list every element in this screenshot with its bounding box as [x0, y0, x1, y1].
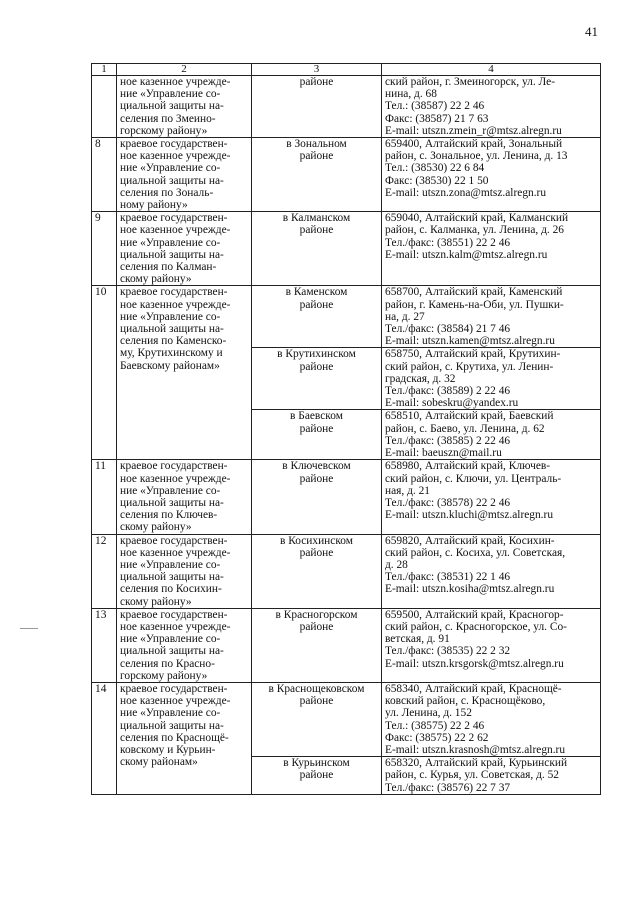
header-col-4: 4 — [382, 64, 601, 76]
margin-mark — [20, 628, 38, 629]
district-name: в Красногорском районе — [252, 608, 382, 682]
district-name: в Калманском районе — [252, 212, 382, 286]
district-name: в Зональном районе — [252, 138, 382, 212]
table-row — [92, 212, 601, 286]
district-name: в Косихинском районе — [252, 534, 382, 608]
row-number: 12 — [92, 534, 117, 608]
district-name: в Курьинском районе — [252, 757, 382, 795]
contact-details: 658510, Алтайский край, Баевский район, с. Баево, ул. Ленина, д. 62 Тел./факс: (38585) 2 22 46 E-mail: baeuszn@mail.ru — [382, 410, 601, 460]
contact-details: 659820, Алтайский край, Косихин- ский район, с. Косиха, ул. Советская, д. 28 Тел./факс: (38531) 22 1 46 E-mail: utszn.kosiha@mtsz.alregn.ru — [382, 534, 601, 608]
page-number: 41 — [585, 24, 598, 39]
contact-details: ский район, г. Змеиногорск, ул. Ле- нина, д. 68 Тел.: (38587) 22 2 46 Факс: (38587) 21 7 63 E-mail: utszn.zmein_r@mtsz.alregn.ru — [382, 76, 601, 138]
district-name: в Крутихинском районе — [252, 348, 382, 410]
header-col-2: 2 — [117, 64, 252, 76]
contact-details: 658700, Алтайский край, Каменский район, г. Камень-на-Оби, ул. Пушки- на, д. 27 Тел./факс: (38584) 21 7 46 E-mail: utszn.kamen@mtsz.alregn.ru — [382, 286, 601, 348]
table-row — [92, 534, 601, 608]
table-row — [92, 608, 601, 682]
contact-details: 658320, Алтайский край, Курьинский район, с. Курья, ул. Советская, д. 52 Тел./факс: (38576) 22 7 37 — [382, 757, 601, 795]
district-name: в Баевском районе — [252, 410, 382, 460]
row-number: 8 — [92, 138, 117, 212]
contact-details: 658750, Алтайский край, Крутихин- ский район, с. Крутиха, ул. Ленин- градская, д. 32 Тел./факс: (38589) 2 22 46 E-mail: sobeskru@yandex.ru — [382, 348, 601, 410]
contact-details: 658980, Алтайский край, Ключев- ский район, с. Ключи, ул. Централь- ная, д. 21 Тел./факс: (38578) 22 2 46 E-mail: utszn.kluchi@mtsz.alregn.ru — [382, 460, 601, 534]
header-col-1: 1 — [92, 64, 117, 76]
row-number — [92, 76, 117, 138]
row-number: 13 — [92, 608, 117, 682]
table-row — [92, 682, 601, 756]
services-table — [91, 63, 601, 795]
organization-name: краевое государствен- ное казенное учрежде- ние «Управление со- циальной защиты на- селения по Красно- горскому району» — [117, 608, 252, 682]
header-col-3: 3 — [252, 64, 382, 76]
row-number: 9 — [92, 212, 117, 286]
organization-name: краевое государствен- ное казенное учрежде- ние «Управление со- циальной защиты на- селения по Косихин- скому району» — [117, 534, 252, 608]
row-number: 14 — [92, 682, 117, 794]
row-number: 10 — [92, 286, 117, 460]
contact-details: 659500, Алтайский край, Красногор- ский район, с. Красногорское, ул. Со- ветская, д. 91 Тел./факс: (38535) 22 2 32 E-mail: utszn.krsgorsk@mtsz.alregn.ru — [382, 608, 601, 682]
organization-name: краевое государствен- ное казенное учрежде- ние «Управление со- циальной защиты на- селения по Каменско- му, Крутихинскому и Баевскому районам» — [117, 286, 252, 460]
organization-name: краевое государствен- ное казенное учрежде- ние «Управление со- циальной защиты на- селения по Калман- скому району» — [117, 212, 252, 286]
district-name: в Каменском районе — [252, 286, 382, 348]
row-number: 11 — [92, 460, 117, 534]
organization-name: краевое государствен- ное казенное учрежде- ние «Управление со- циальной защиты на- селения по Краснощё- ковскому и Курьин- скому районам» — [117, 682, 252, 794]
organization-name: ное казенное учрежде- ние «Управление со- циальной защиты на- селения по Змеино- горскому району» — [117, 76, 252, 138]
contact-details: 659040, Алтайский край, Калманский район, с. Калманка, ул. Ленина, д. 26 Тел./факс: (38551) 22 2 46 E-mail: utszn.kalm@mtsz.alregn.ru — [382, 212, 601, 286]
contact-details: 659400, Алтайский край, Зональный район, с. Зональное, ул. Ленина, д. 13 Тел.: (38530) 22 6 84 Факс: (38530) 22 1 50 E-mail: utszn.zona@mtsz.alregn.ru — [382, 138, 601, 212]
organization-name: краевое государствен- ное казенное учрежде- ние «Управление со- циальной защиты на- селения по Зональ- ному району» — [117, 138, 252, 212]
district-name: районе — [252, 76, 382, 138]
table-row — [92, 138, 601, 212]
district-name: в Ключевском районе — [252, 460, 382, 534]
table-row — [92, 460, 601, 534]
table-row — [92, 286, 601, 348]
header-row — [92, 64, 601, 76]
contact-details: 658340, Алтайский край, Краснощё- ковский район, с. Краснощёково, ул. Ленина, д. 152 Тел.: (38575) 22 2 46 Факс: (38575) 22 2 62 E-mail: utszn.krasnosh@mtsz.alregn.ru — [382, 682, 601, 756]
district-name: в Краснощековском районе — [252, 682, 382, 756]
organization-name: краевое государствен- ное казенное учрежде- ние «Управление со- циальной защиты на- селения по Ключев- скому району» — [117, 460, 252, 534]
table-row — [92, 76, 601, 138]
